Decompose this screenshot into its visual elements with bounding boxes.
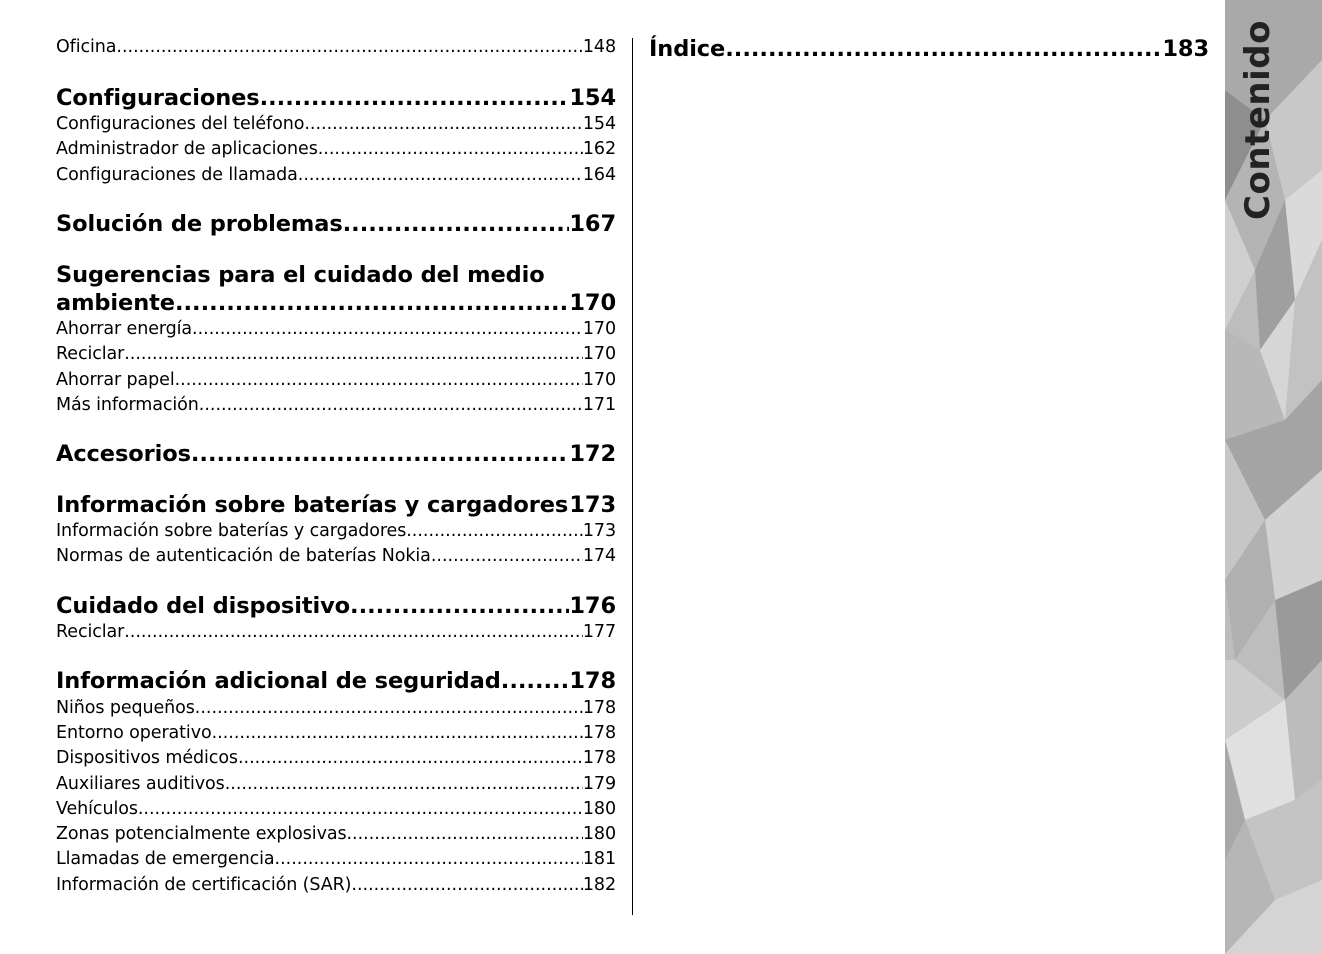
toc-section-page: 173 [569,492,616,518]
toc-entry-label: Niños pequeños [56,698,195,718]
toc-section-cuidado-dispositivo[interactable] [56,593,616,619]
toc-entry-mas-informacion[interactable] [56,395,616,415]
toc-section-seguridad[interactable] [56,668,616,694]
toc-entry-certificacion-sar[interactable] [56,875,616,895]
toc-entry-label: Auxiliares auditivos [56,774,225,794]
toc-entry-reciclar-2[interactable] [56,622,616,642]
toc-entry-entorno-operativo[interactable] [56,723,616,743]
leader-dots [406,521,583,541]
toc-entry-page: 170 [582,370,616,390]
toc-section-solucion-problemas[interactable] [56,211,616,237]
toc-section-page: 167 [569,211,616,237]
toc-section-page: 172 [569,441,616,467]
leader-dots [350,593,569,619]
toc-entry-page: 173 [582,521,616,541]
toc-entry-page: 180 [582,799,616,819]
toc-entry-page: 178 [582,698,616,718]
leader-dots [343,211,570,237]
toc-entry-label: Normas de autenticación de baterías Nokia [56,546,431,566]
leader-dots [124,622,583,642]
toc-entry-label: Entorno operativo [56,723,212,743]
toc-entry-page: 170 [582,319,616,339]
leader-dots [191,441,569,467]
toc-entry-llamadas-emergencia[interactable] [56,849,616,869]
toc-entry-label: Zonas potencialmente explosivas [56,824,347,844]
toc-section-page: 176 [569,593,616,619]
toc-section-indice[interactable] [649,36,1209,62]
leader-dots [238,748,583,768]
toc-entry-label: Vehículos [56,799,138,819]
toc-section-page: 178 [569,668,616,694]
toc-entry-ahorrar-energia[interactable] [56,319,616,339]
toc-section-label: Información adicional de seguridad [56,668,501,694]
leader-dots [175,370,583,390]
toc-entry-page: 162 [582,139,616,159]
toc-entry-configuraciones-llamada[interactable] [56,165,616,185]
leader-dots [192,319,583,339]
toc-section-sugerencias[interactable] [56,290,616,316]
toc-entry-label: Ahorrar energía [56,319,193,339]
toc-entry-auxiliares-auditivos[interactable] [56,774,616,794]
toc-entry-label: Llamadas de emergencia [56,849,275,869]
toc-section-baterias-cargadores[interactable] [56,492,616,518]
leader-dots [351,875,582,895]
leader-dots [116,37,582,57]
toc-entry-page: 182 [582,875,616,895]
toc-entry-page: 154 [582,114,616,134]
toc-entry-label: Configuraciones de llamada [56,165,298,185]
toc-entry-reciclar[interactable] [56,344,616,364]
toc-entry-label: Información de certificación (SAR) [56,875,352,895]
toc-entry-page: 178 [582,723,616,743]
toc-entry-ninos-pequenos[interactable] [56,698,616,718]
toc-section-sugerencias-line1[interactable]: Sugerencias para el cuidado del medio [56,262,545,288]
toc-entry-configuraciones-telefono[interactable] [56,114,616,134]
toc-entry-page: 171 [582,395,616,415]
toc-entry-ahorrar-papel[interactable] [56,370,616,390]
toc-section-label: Configuraciones [56,85,260,111]
toc-entry-page: 177 [582,622,616,642]
leader-dots [195,698,583,718]
leader-dots [212,723,583,743]
toc-entry-page: 164 [582,165,616,185]
toc-entry-vehiculos[interactable] [56,799,616,819]
leader-dots [501,668,570,694]
toc-section-label: Cuidado del dispositivo [56,593,351,619]
leader-dots [124,344,583,364]
leader-dots [725,36,1162,62]
toc-section-label: Accesorios [56,441,191,467]
toc-entry-label: Más información [56,395,199,415]
leader-dots [318,139,583,159]
leader-dots [275,849,583,869]
leader-dots [175,290,569,316]
leader-dots [431,546,583,566]
leader-dots [346,824,582,844]
toc-entry-label: Configuraciones del teléfono [56,114,305,134]
toc-section-configuraciones[interactable] [56,85,616,111]
toc-entry-label: Administrador de aplicaciones [56,139,318,159]
toc-entry-dispositivos-medicos[interactable] [56,748,616,768]
toc-section-label: ambiente [56,290,175,316]
leader-dots [199,395,583,415]
toc-section-accesorios[interactable] [56,441,616,467]
toc-section-page: 154 [569,85,616,111]
toc-section-label: Solución de problemas [56,211,343,237]
toc-entry-page: 174 [582,546,616,566]
toc-entry-administrador-aplicaciones[interactable] [56,139,616,159]
toc-entry-page: 170 [582,344,616,364]
toc-entry-baterias-cargadores[interactable] [56,521,616,541]
leader-dots [225,774,583,794]
toc-section-label: Información sobre baterías y cargadores [56,492,569,518]
toc-entry-label: Dispositivos médicos [56,748,238,768]
toc-entry-page: 179 [582,774,616,794]
toc-entry-oficina[interactable] [56,37,616,57]
toc-section-page: 170 [569,290,616,316]
toc-entry-label: Información sobre baterías y cargadores [56,521,407,541]
toc-section-label: Índice [649,36,726,62]
toc-entry-page: 148 [582,37,616,57]
toc-entry-zonas-explosivas[interactable] [56,824,616,844]
leader-dots [298,165,583,185]
column-divider [632,38,633,915]
toc-entry-label: Ahorrar papel [56,370,175,390]
toc-entry-page: 180 [582,824,616,844]
toc-entry-page: 181 [582,849,616,869]
leader-dots [304,114,583,134]
toc-entry-label: Reciclar [56,344,125,364]
sidebar-section-title: Contenido [1238,20,1278,220]
leader-dots [260,85,570,111]
toc-entry-label: Reciclar [56,622,125,642]
toc-entry-page: 178 [582,748,616,768]
toc-section-page: 183 [1162,36,1209,62]
toc-entry-label: Oficina [56,37,117,57]
toc-entry-normas-autenticacion[interactable] [56,546,616,566]
leader-dots [138,799,583,819]
